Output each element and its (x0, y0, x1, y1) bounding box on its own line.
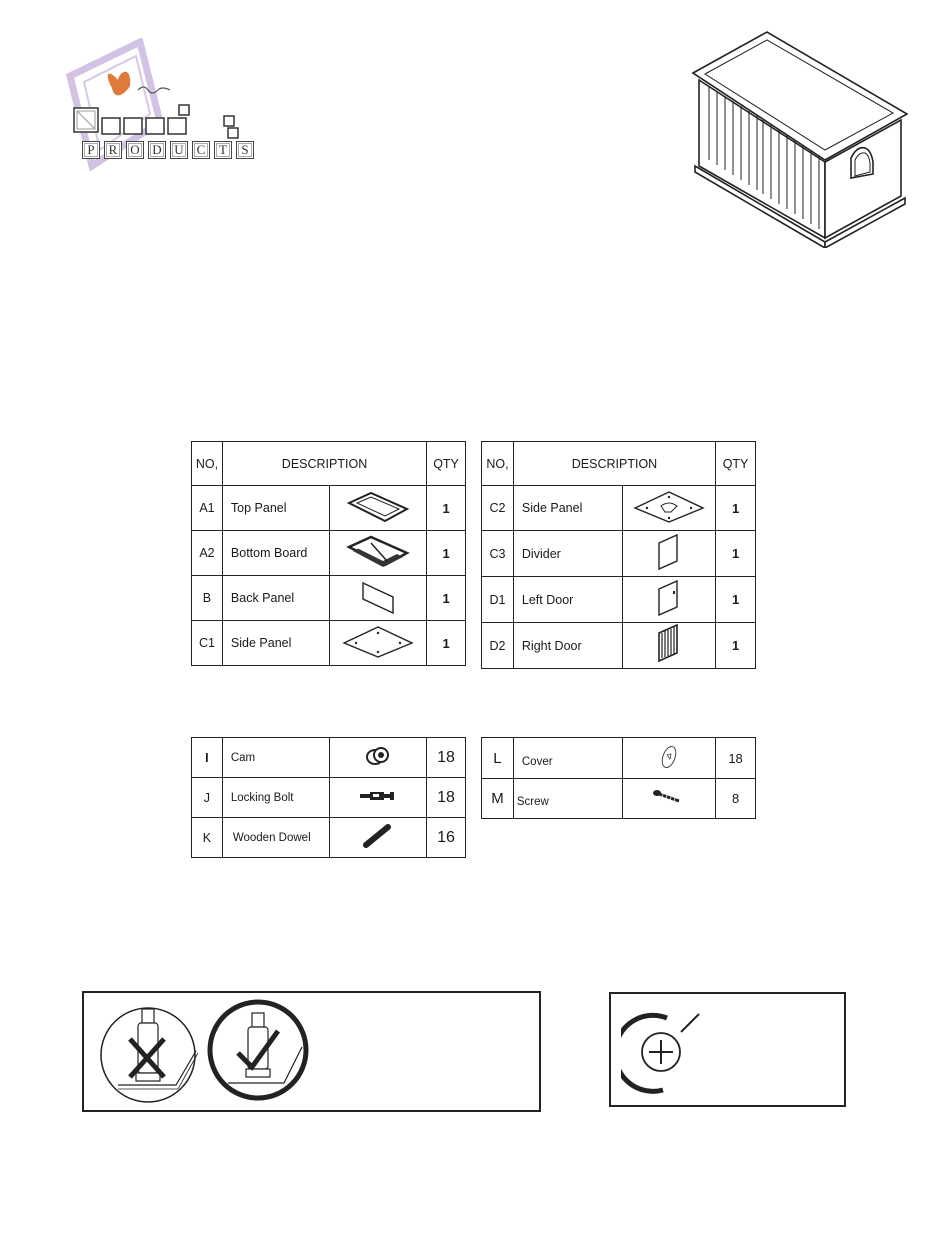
table-row (482, 738, 756, 779)
part-description: Screw (513, 779, 623, 819)
back-panel-icon (353, 577, 403, 617)
part-quantity: 1 (427, 621, 466, 666)
part-image-cell (330, 576, 427, 621)
screw-icon (649, 787, 689, 807)
hardware-table-left (191, 737, 466, 858)
part-description: Side Panel (513, 486, 622, 531)
table-row (482, 486, 756, 531)
table-row (482, 577, 756, 623)
part-image-cell (330, 486, 427, 531)
cat-litter-cabinet-illustration (685, 28, 925, 248)
bolt-illustrations (98, 995, 338, 1110)
table-row (192, 738, 466, 778)
phillips-screwdriver-icon (621, 1004, 721, 1094)
part-description: Back Panel (222, 576, 329, 621)
part-image-cell (623, 623, 716, 669)
part-number: M (482, 779, 514, 819)
table-row (192, 576, 466, 621)
logo-letter: D (148, 141, 166, 159)
table-row (192, 818, 466, 858)
table-row (482, 779, 756, 819)
part-description: Left Door (513, 577, 622, 623)
logo-letter: T (214, 141, 232, 159)
part-image-cell (330, 531, 427, 576)
header-no: NO, (192, 442, 223, 486)
part-image-cell (330, 818, 427, 858)
cam-icon (363, 744, 393, 768)
part-image-cell (623, 531, 716, 577)
part-description: Side Panel (222, 621, 329, 666)
part-quantity: 1 (427, 486, 466, 531)
table-row (192, 531, 466, 576)
bolt-correct-icon (210, 1002, 306, 1098)
locking-bolt-icon (358, 788, 398, 804)
part-image-cell (623, 779, 716, 819)
part-number: C1 (192, 621, 223, 666)
panels-table-right (481, 441, 756, 669)
part-quantity: 18 (427, 738, 466, 778)
part-quantity: 8 (716, 779, 756, 819)
wooden-dowel-icon (358, 821, 398, 851)
side-panel-opening-icon (631, 488, 707, 526)
table-row (482, 623, 756, 669)
part-image-cell (623, 738, 716, 779)
right-door-icon (649, 623, 689, 665)
header-qty: QTY (427, 442, 466, 486)
top-panel-icon (343, 489, 413, 525)
logo-letter: U (170, 141, 188, 159)
header-description: DESCRIPTION (513, 442, 715, 486)
part-quantity: 1 (716, 623, 756, 669)
part-number: B (192, 576, 223, 621)
logo-letter: S (236, 141, 254, 159)
header-description: DESCRIPTION (222, 442, 426, 486)
table-row (482, 531, 756, 577)
logo-letter: O (126, 141, 144, 159)
tool-required-note (609, 992, 846, 1107)
part-quantity: 1 (716, 531, 756, 577)
part-image-cell (330, 621, 427, 666)
part-description: Locking Bolt (222, 778, 330, 818)
part-quantity: 1 (716, 486, 756, 531)
panels-table-left (191, 441, 466, 666)
header-no: NO, (482, 442, 514, 486)
header-qty: QTY (716, 442, 756, 486)
part-number: K (192, 818, 223, 858)
bolt-incorrect-icon (101, 1008, 198, 1102)
cover-icon (657, 741, 681, 773)
part-image-cell (623, 486, 716, 531)
company-logo (62, 38, 262, 173)
part-image-cell (623, 577, 716, 623)
part-number: C3 (482, 531, 514, 577)
part-number: A2 (192, 531, 223, 576)
part-description: Top Panel (222, 486, 329, 531)
butterfly-icon (108, 72, 130, 96)
part-quantity: 1 (427, 531, 466, 576)
part-quantity: 1 (716, 577, 756, 623)
part-description: Bottom Board (222, 531, 329, 576)
part-quantity: 18 (716, 738, 756, 779)
part-quantity: 18 (427, 778, 466, 818)
logo-letter: C (192, 141, 210, 159)
hardware-table-right (481, 737, 756, 819)
table-row (192, 778, 466, 818)
part-number: C2 (482, 486, 514, 531)
part-quantity: 1 (427, 576, 466, 621)
bottom-board-icon (343, 533, 413, 571)
part-quantity: 16 (427, 818, 466, 858)
side-panel-icon (340, 623, 416, 661)
part-number: D2 (482, 623, 514, 669)
part-description: Wooden Dowel (222, 818, 330, 858)
part-image-cell (330, 778, 427, 818)
left-door-icon (649, 577, 689, 619)
divider-icon (649, 531, 689, 573)
part-description: Right Door (513, 623, 622, 669)
part-image-cell (330, 738, 427, 778)
part-description: Cam (222, 738, 330, 778)
part-number: J (192, 778, 223, 818)
part-description: Cover (513, 738, 623, 779)
part-description: Divider (513, 531, 622, 577)
part-number: D1 (482, 577, 514, 623)
table-row (192, 621, 466, 666)
logo-letter: R (104, 141, 122, 159)
part-number: A1 (192, 486, 223, 531)
logo-letter: P (82, 141, 100, 159)
table-row (192, 486, 466, 531)
bolt-usage-note (82, 991, 541, 1112)
part-number: I (192, 738, 223, 778)
part-number: L (482, 738, 514, 779)
